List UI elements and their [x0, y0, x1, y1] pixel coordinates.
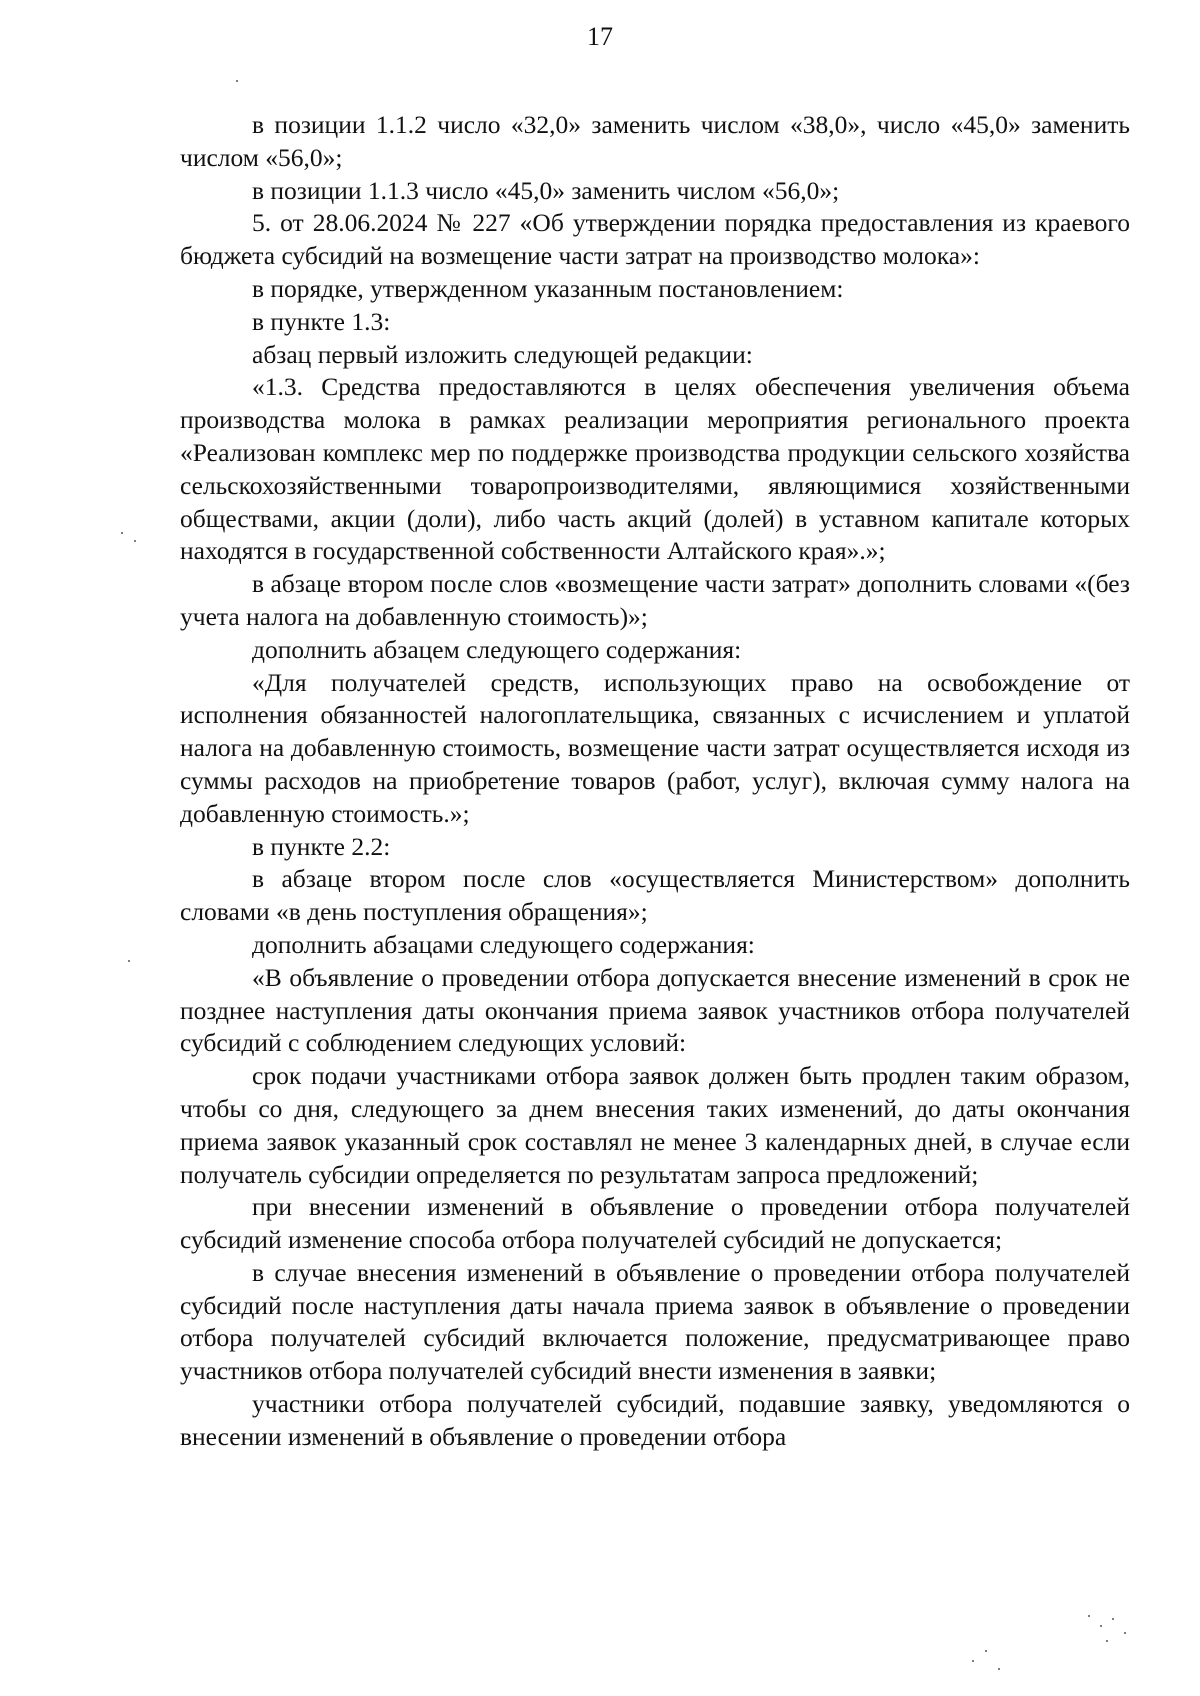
paragraph: дополнить абзацами следующего содержания: — [252, 929, 755, 959]
paragraph: в абзаце втором после слов «возмещение части затрат» дополнить словами «(без учета налога на добавленную стоимость)»; — [180, 569, 1130, 631]
document-body — [180, 109, 1130, 1454]
paragraph: в пункте 1.3: — [252, 306, 391, 336]
paragraph: в случае внесения изменений в объявление о проведении отбора получателей субсидий после наступления даты начала приема заявок в объявление о проведении отбора получателей субсидий включается положение, предусматривающее право участников отбора получателей субсидий внести изменения в заявки; — [180, 1257, 1130, 1386]
paragraph: «Для получателей средств, использующих право на освобождение от исполнения обязанностей налогоплательщика, связанных с исчислением и уплатой налога на добавленную стоимость, возмещение части затрат осуществляется исходя из суммы расходов на приобретение товаров (работ, услуг), включая сумму налога на добавленную стоимость.»; — [180, 667, 1130, 828]
paragraph: в пункте 2.2: — [252, 831, 391, 861]
paragraph: в позиции 1.1.2 число «32,0» заменить числом «38,0», число «45,0» заменить числом «56,0»; — [180, 110, 1130, 172]
paragraph: в порядке, утвержденном указанным постановлением: — [252, 273, 844, 303]
paragraph: абзац первый изложить следующей редакции: — [252, 339, 753, 369]
paragraph: в позиции 1.1.3 число «45,0» заменить числом «56,0»; — [252, 175, 840, 205]
paragraph: 5. от 28.06.2024 № 227 «Об утверждении порядка предоставления из краевого бюджета субсидий на возмещение части затрат на производство молока»: — [180, 208, 1130, 271]
paragraph: «В объявление о проведении отбора допускается внесение изменений в срок не позднее наступления даты окончания приема заявок участников отбора получателей субсидий с соблюдением следующих условий: — [180, 962, 1130, 1058]
paragraph: при внесении изменений в объявление о проведении отбора получателей субсидий изменение способа отбора получателей субсидий не допускается; — [180, 1192, 1130, 1255]
paragraph: срок подачи участниками отбора заявок должен быть продлен таким образом, чтобы со дня, следующего за днем внесения таких изменений, до даты окончания приема заявок указанный срок составлял не менее 3 календарных дней, в случае если получатель субсидии определяется по результатам запроса предложений; — [180, 1061, 1130, 1189]
paragraph: «1.3. Средства предоставляются в целях обеспечения увеличения объема производства молока в рамках реализации мероприятия регионального проекта «Реализован комплекс мер по поддержке производства продукции сельского хозяйства сельскохозяйственными товаропроизводителями, являющимися хозяйственными обществами, акции (доли), либо часть акций (долей) в уставном капитале которых находятся в государственной собственности Алтайского края».»; — [180, 372, 1130, 566]
paragraph: в абзаце втором после слов «осуществляется Министерством» дополнить словами «в день поступления обращения»; — [180, 864, 1130, 927]
paragraph: дополнить абзацем следующего содержания: — [252, 634, 742, 664]
page-number: 17 — [587, 22, 613, 51]
paragraph: участники отбора получателей субсидий, подавшие заявку, уведомляются о внесении изменений в объявление о проведении отбора — [180, 1389, 1130, 1451]
